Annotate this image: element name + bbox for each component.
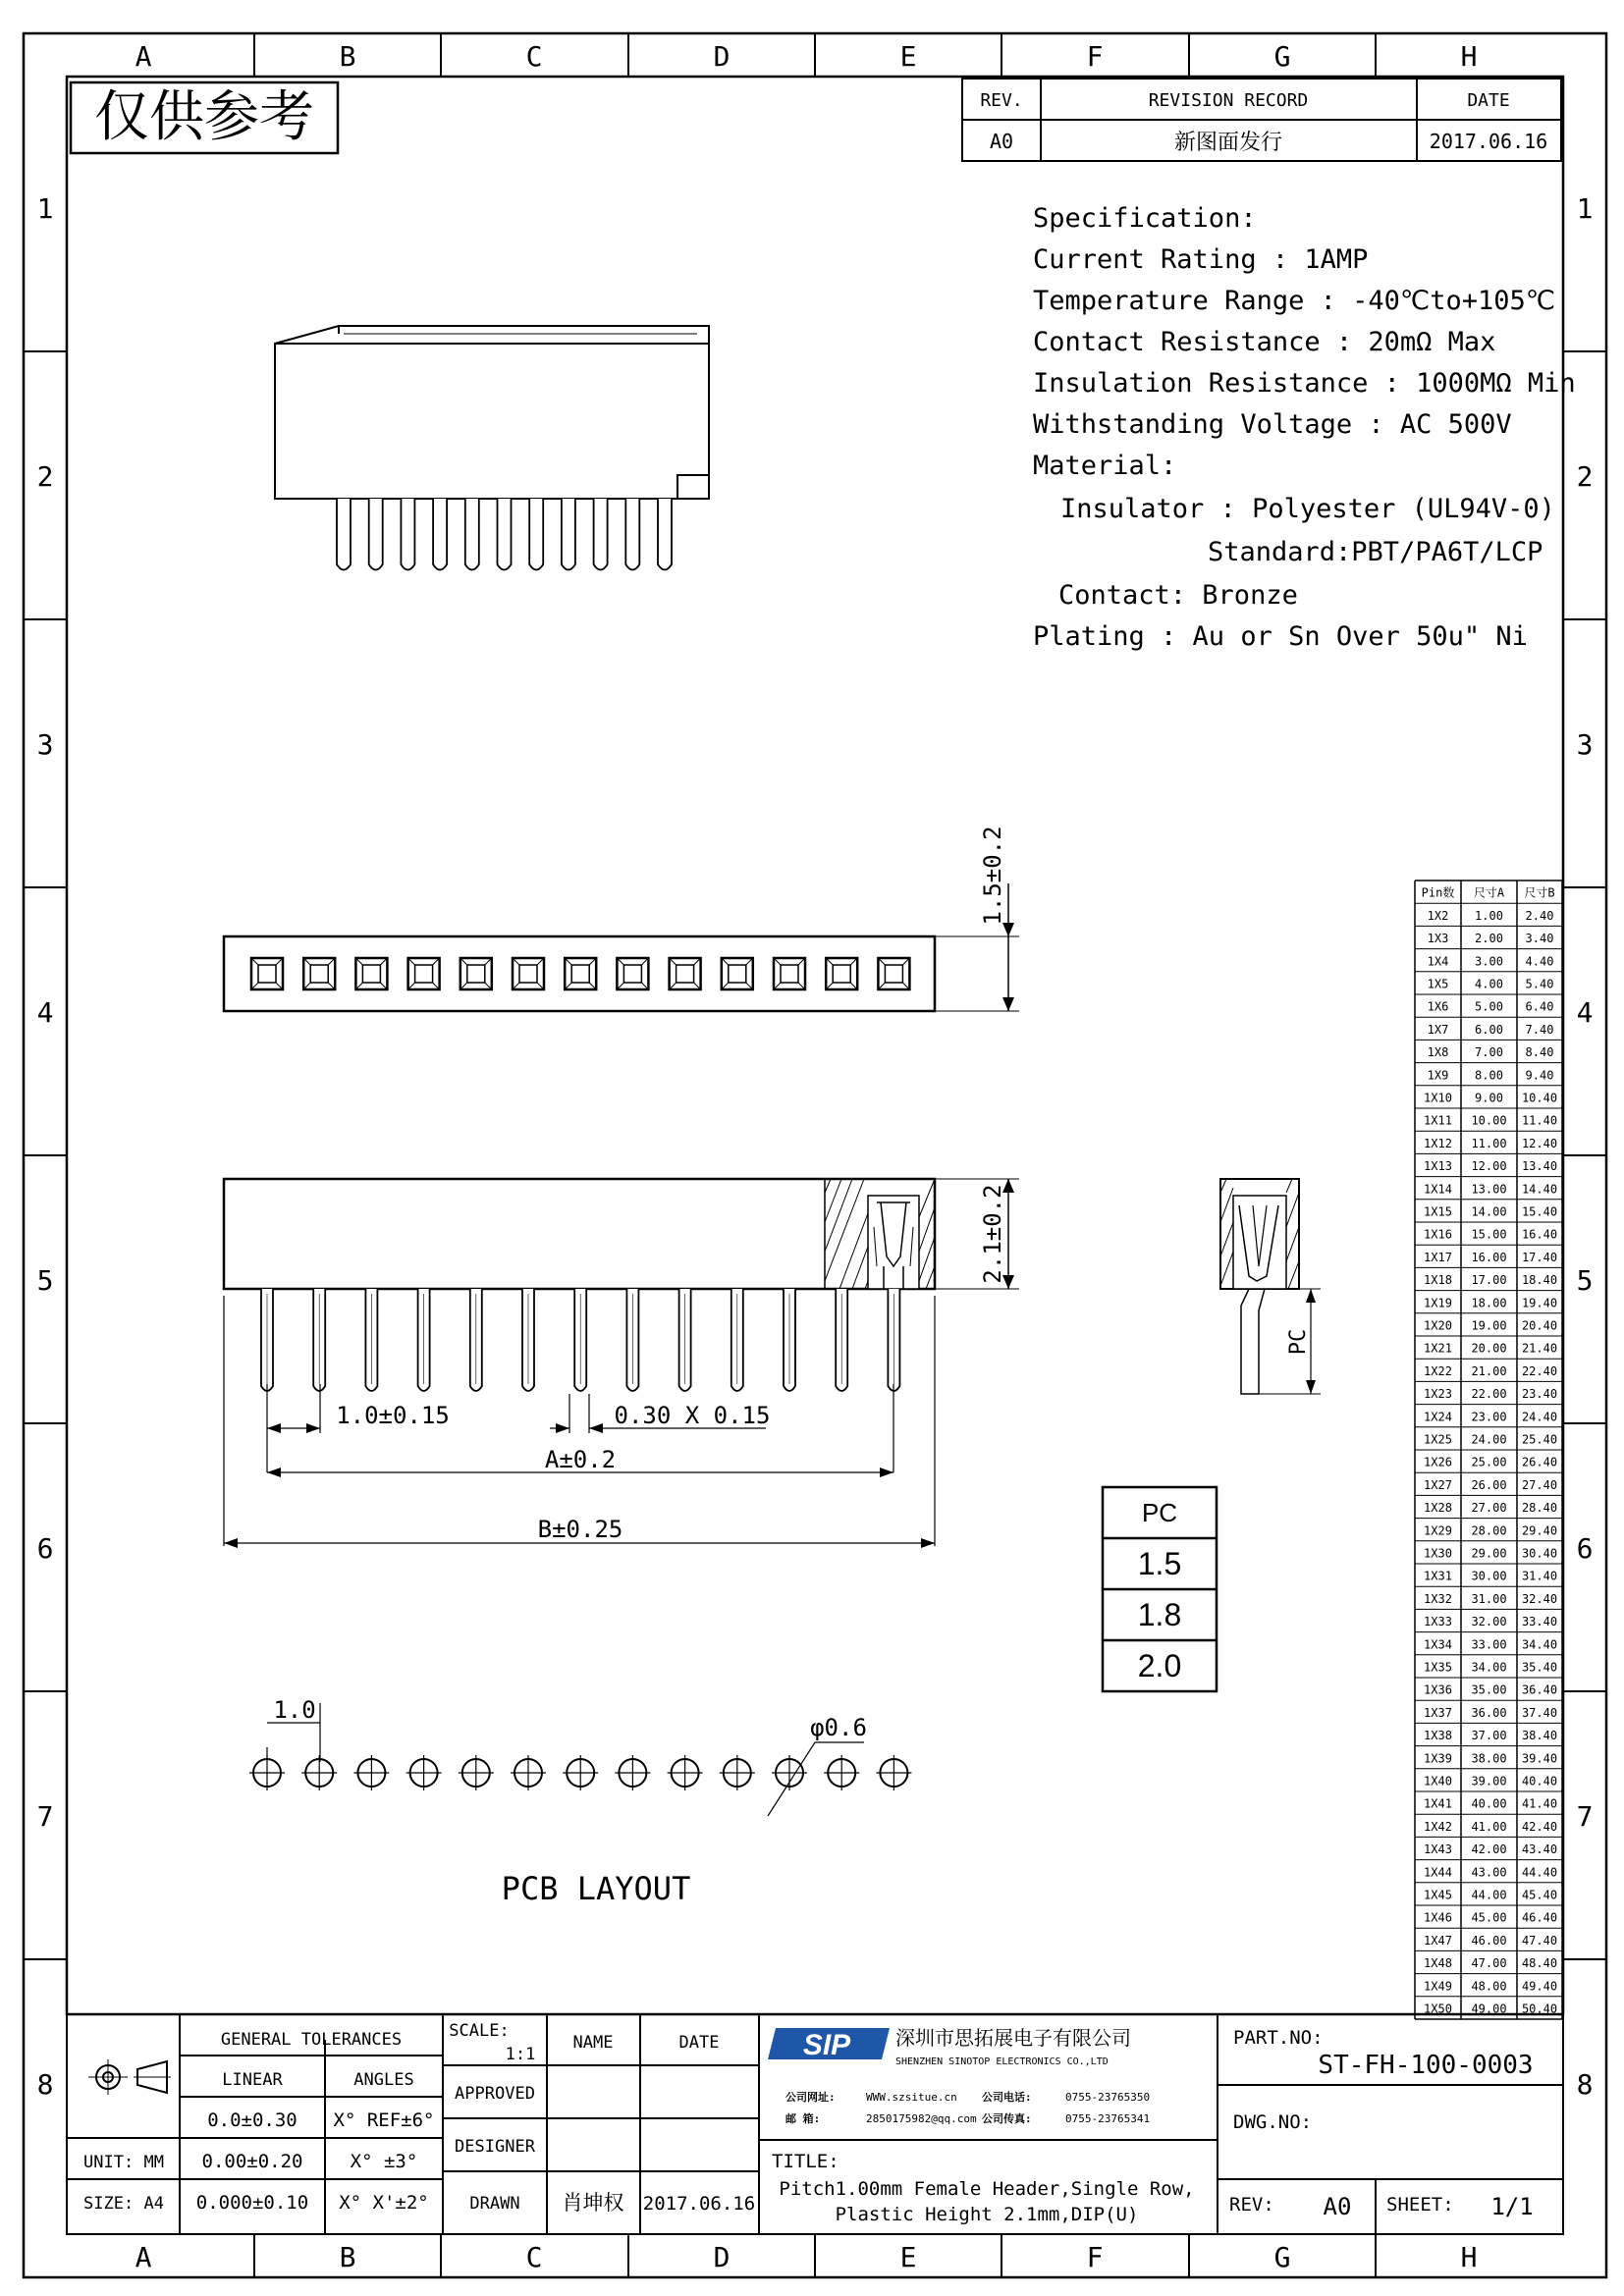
iso-pin [594, 499, 608, 570]
phone-value: 0755-23765350 [1065, 2091, 1151, 2104]
zone-col-d-top: D [713, 40, 731, 73]
size-table-dim-a: 38.00 [1471, 1751, 1507, 1766]
iso-pin [369, 499, 383, 570]
zone-row-6-right: 6 [1576, 1532, 1594, 1565]
size-table-pin-count: 1X44 [1424, 1865, 1452, 1880]
size-table-pin-count: 1X31 [1424, 1569, 1452, 1583]
revision-block [962, 79, 1561, 161]
zone-row-3-left: 3 [36, 728, 54, 761]
part-no-value: ST-FH-100-0003 [1318, 2051, 1534, 2080]
size-table-dim-a: 2.00 [1475, 932, 1503, 946]
size-table-dim-b: 42.40 [1521, 1819, 1558, 1834]
size-table-dim-a: 22.00 [1471, 1387, 1507, 1402]
zone-row-8-left: 8 [36, 2068, 54, 2101]
zone-col-b-top: B [339, 40, 356, 73]
linear-label: LINEAR [222, 2070, 283, 2090]
contact-hole-inner [833, 965, 850, 983]
spec-standard: Standard:PBT/PA6T/LCP [1208, 537, 1543, 567]
tol-linear-1: 0.0±0.30 [207, 2109, 298, 2131]
size-table-pin-count: 1X17 [1424, 1250, 1452, 1264]
zone-col-c-top: C [525, 40, 543, 73]
front-view-height-dim: 2.1±0.2 [979, 1184, 1006, 1284]
size-table-dim-b: 20.40 [1521, 1318, 1558, 1333]
size-table-pin-count: 1X27 [1424, 1477, 1452, 1492]
size-table-pin-count: 1X10 [1424, 1091, 1452, 1105]
contact-hole-inner [571, 965, 589, 983]
size-table-dim-b: 16.40 [1521, 1227, 1558, 1242]
angles-label: ANGLES [353, 2070, 414, 2090]
size-table-dim-b: 14.40 [1521, 1182, 1558, 1197]
zone-row-2-left: 2 [36, 460, 54, 493]
size-table-dim-b: 46.40 [1521, 1910, 1558, 1925]
website-label: 公司网址: [785, 2091, 836, 2104]
iso-pin [433, 499, 447, 570]
size-table-pin-count: 1X14 [1424, 1182, 1452, 1197]
date-header-title: DATE [678, 2033, 720, 2053]
size-table-dim-b: 15.40 [1521, 1204, 1558, 1219]
zone-row-4-right: 4 [1576, 996, 1594, 1029]
contact-hole-inner [781, 965, 798, 983]
size-table-pin-count: 1X21 [1424, 1341, 1452, 1356]
email-value: 2850175982@qq.com [866, 2112, 977, 2125]
pc-value-3: 2.0 [1137, 1648, 1182, 1683]
iso-pin [529, 499, 543, 570]
contact-hole-inner [729, 965, 746, 983]
size-table-dim-a: 19.00 [1471, 1318, 1507, 1333]
zone-col-f-top: F [1086, 40, 1104, 73]
size-table-text [1422, 885, 1557, 2016]
zone-row-7-left: 7 [36, 1800, 54, 1833]
size-table-pin-count: 1X7 [1427, 1022, 1449, 1037]
size-table-pin-count: 1X46 [1424, 1910, 1452, 1925]
size-table-pin-count: 1X22 [1424, 1363, 1452, 1378]
pcb-holes [249, 1755, 911, 1790]
email-label: 邮 箱: [785, 2112, 821, 2125]
spec-plating: Plating : Au or Sn Over 50u" Ni [1033, 621, 1528, 652]
zone-col-h-top: H [1460, 40, 1478, 73]
size-table-pin-count: 1X23 [1424, 1387, 1452, 1402]
size-table-dim-b: 44.40 [1521, 1865, 1558, 1880]
zone-row-5-left: 5 [36, 1264, 54, 1297]
size-table-dim-b: 28.40 [1521, 1501, 1558, 1516]
pc-table [1103, 1487, 1217, 1691]
zone-row-5-right: 5 [1576, 1264, 1594, 1297]
size-table-dim-a: 45.00 [1471, 1910, 1507, 1925]
size-table-pin-count: 1X42 [1424, 1819, 1452, 1834]
size-table-dim-b: 23.40 [1521, 1387, 1558, 1402]
size-table-dim-b: 41.40 [1521, 1796, 1558, 1811]
size-table-dim-b: 17.40 [1521, 1250, 1558, 1264]
zone-row-4-left: 4 [36, 996, 54, 1029]
size-table-dim-a: 13.00 [1471, 1182, 1507, 1197]
size-table-dim-a: 37.00 [1471, 1729, 1507, 1743]
tol-angle-2: X° ±3° [350, 2151, 418, 2172]
size-table-dim-b: 21.40 [1521, 1341, 1558, 1356]
size-table-dim-a: 12.00 [1471, 1159, 1507, 1174]
size-table-pin-count: 1X13 [1424, 1159, 1452, 1174]
iso-pin [337, 499, 351, 570]
contact-hole-inner [258, 965, 276, 983]
name-header: NAME [572, 2033, 614, 2053]
size-table-dim-b: 32.40 [1521, 1591, 1558, 1606]
size-table-header: 尺寸B [1524, 885, 1555, 900]
reference-only-label: 仅供参考 [94, 85, 314, 147]
size-table-pin-count: 1X25 [1424, 1432, 1452, 1447]
drawn-label: DRAWN [469, 2194, 520, 2214]
size-table-dim-a: 47.00 [1471, 1956, 1507, 1971]
contact-hole-inner [885, 965, 902, 983]
size-table-dim-b: 31.40 [1521, 1569, 1558, 1583]
size-table-pin-count: 1X40 [1424, 1774, 1452, 1789]
spec-temperature-range: Temperature Range : -40℃to+105℃ [1033, 286, 1556, 316]
size-table-dim-a: 14.00 [1471, 1204, 1507, 1219]
size-table-pin-count: 1X19 [1424, 1296, 1452, 1310]
size-table-dim-b: 6.40 [1525, 999, 1554, 1014]
dim-a: A±0.2 [544, 1446, 617, 1473]
revision-date-value: 2017.06.16 [1429, 130, 1548, 153]
size-table-dim-a: 41.00 [1471, 1819, 1507, 1834]
size-table-dim-a: 33.00 [1471, 1637, 1507, 1652]
size-table-dim-b: 12.40 [1521, 1136, 1558, 1150]
size-table-dim-a: 21.00 [1471, 1363, 1507, 1378]
size-table-dim-a: 35.00 [1471, 1682, 1507, 1697]
size-label: SIZE: A4 [83, 2194, 164, 2214]
unit-label: UNIT: MM [83, 2153, 164, 2172]
zone-col-e-top: E [899, 40, 917, 73]
size-table-dim-b: 48.40 [1521, 1956, 1558, 1971]
size-table-pin-count: 1X34 [1424, 1637, 1452, 1652]
size-table-pin-count: 1X18 [1424, 1273, 1452, 1288]
size-table-dim-b: 26.40 [1521, 1455, 1558, 1469]
spec-contact: Contact: Bronze [1058, 580, 1298, 611]
size-table-dim-a: 40.00 [1471, 1796, 1507, 1811]
hole-diameter-dim: φ0.6 [810, 1714, 867, 1741]
top-view-width-dim: 1.5±0.2 [979, 826, 1006, 926]
general-tolerances-label: GENERAL TOLERANCES [220, 2030, 403, 2050]
zone-col-g-bottom: G [1273, 2241, 1291, 2273]
size-table-dim-a: 16.00 [1471, 1250, 1507, 1264]
spec-withstanding-voltage: Withstanding Voltage : AC 500V [1033, 409, 1512, 440]
size-table-dim-a: 44.00 [1471, 1888, 1507, 1902]
zone-row-6-left: 6 [36, 1532, 54, 1565]
size-table-dim-a: 36.00 [1471, 1705, 1507, 1720]
phone-label: 公司电话: [982, 2091, 1032, 2104]
size-table-dim-b: 18.40 [1521, 1273, 1558, 1288]
size-table-dim-a: 9.00 [1475, 1091, 1503, 1105]
top-view-contact-holes [251, 958, 909, 989]
isometric-view [275, 326, 709, 570]
zone-col-h-bottom: H [1460, 2241, 1478, 2273]
size-table-dim-b: 4.40 [1525, 954, 1554, 969]
side-view [1220, 1179, 1321, 1394]
sheet-value: 1/1 [1490, 2193, 1534, 2220]
size-table-pin-count: 1X30 [1424, 1546, 1452, 1561]
size-table-dim-a: 42.00 [1471, 1842, 1507, 1857]
spec-current-rating: Current Rating : 1AMP [1033, 244, 1369, 275]
size-table-dim-a: 3.00 [1475, 954, 1503, 969]
size-table [1415, 881, 1562, 2019]
size-table-pin-count: 1X6 [1427, 999, 1449, 1014]
contact-hole-inner [623, 965, 641, 983]
size-table-dim-b: 25.40 [1521, 1432, 1558, 1447]
front-view [224, 1179, 1019, 1548]
size-table-dim-a: 10.00 [1471, 1113, 1507, 1128]
zone-col-a-top: A [135, 40, 152, 73]
size-table-pin-count: 1X11 [1424, 1113, 1452, 1128]
size-table-dim-b: 29.40 [1521, 1523, 1558, 1538]
size-table-pin-count: 1X4 [1427, 954, 1449, 969]
size-table-pin-count: 1X41 [1424, 1796, 1452, 1811]
size-table-pin-count: 1X48 [1424, 1956, 1452, 1971]
size-table-dim-a: 39.00 [1471, 1774, 1507, 1789]
size-table-pin-count: 1X47 [1424, 1933, 1452, 1948]
size-table-pin-count: 1X2 [1427, 908, 1449, 923]
size-table-dim-b: 11.40 [1521, 1113, 1558, 1128]
size-table-pin-count: 1X20 [1424, 1318, 1452, 1333]
size-table-dim-a: 11.00 [1471, 1136, 1507, 1150]
size-table-pin-count: 1X5 [1427, 977, 1449, 991]
size-table-pin-count: 1X49 [1424, 1979, 1452, 1994]
size-table-pin-count: 1X28 [1424, 1501, 1452, 1516]
zone-col-e-bottom: E [899, 2241, 917, 2273]
size-table-dim-b: 40.40 [1521, 1774, 1558, 1789]
size-table-dim-a: 5.00 [1475, 999, 1503, 1014]
size-table-dim-b: 5.40 [1525, 977, 1554, 991]
revision-record-header: REVISION RECORD [1148, 90, 1309, 111]
logo-text: SIP [802, 2029, 851, 2061]
iso-pin [401, 499, 414, 570]
pcb-pitch-dim: 1.0 [273, 1696, 316, 1724]
size-table-pin-count: 1X8 [1427, 1045, 1449, 1060]
size-table-pin-count: 1X35 [1424, 1660, 1452, 1675]
zone-row-8-right: 8 [1576, 2068, 1594, 2101]
tol-linear-2: 0.00±0.20 [201, 2151, 303, 2172]
side-view-pc-dim: PC [1286, 1328, 1311, 1356]
size-table-pin-count: 1X24 [1424, 1410, 1452, 1424]
zone-row-2-right: 2 [1576, 460, 1594, 493]
size-table-dim-a: 26.00 [1471, 1477, 1507, 1492]
size-table-dim-a: 8.00 [1475, 1068, 1503, 1083]
contact-hole-inner [415, 965, 433, 983]
size-table-dim-a: 1.00 [1475, 908, 1503, 923]
pin-size-dim: 0.30 X 0.15 [614, 1402, 771, 1429]
size-table-dim-b: 8.40 [1525, 1045, 1554, 1060]
title-block [67, 2014, 1563, 2234]
date-header: DATE [1467, 90, 1510, 111]
size-table-dim-b: 37.40 [1521, 1705, 1558, 1720]
part-no-label: PART.NO: [1233, 2027, 1324, 2049]
designer-label: DESIGNER [455, 2137, 535, 2157]
size-table-dim-b: 10.40 [1521, 1091, 1558, 1105]
size-table-dim-a: 30.00 [1471, 1569, 1507, 1583]
approved-label: APPROVED [455, 2084, 535, 2104]
title-label: TITLE: [772, 2151, 839, 2172]
pitch-dim: 1.0±0.15 [336, 1402, 450, 1429]
size-table-dim-b: 19.40 [1521, 1296, 1558, 1310]
size-table-dim-a: 25.00 [1471, 1455, 1507, 1469]
revision-record-value: 新图面发行 [1173, 130, 1283, 154]
size-table-pin-count: 1X26 [1424, 1455, 1452, 1469]
contact-hole-inner [310, 965, 328, 983]
zone-col-b-bottom: B [339, 2241, 356, 2273]
size-table-dim-b: 39.40 [1521, 1751, 1558, 1766]
zone-col-d-bottom: D [713, 2241, 731, 2273]
company-name-en: SHENZHEN SINOTOP ELECTRONICS CO.,LTD [895, 2056, 1109, 2067]
spec-insulation-resistance: Insulation Resistance : 1000MΩ Min [1033, 368, 1576, 399]
iso-pin [625, 499, 639, 570]
size-table-dim-a: 28.00 [1471, 1523, 1507, 1538]
zone-col-f-bottom: F [1086, 2241, 1104, 2273]
size-table-dim-b: 45.40 [1521, 1888, 1558, 1902]
contact-hole-inner [467, 965, 485, 983]
size-table-dim-a: 15.00 [1471, 1227, 1507, 1242]
title-line-2: Plastic Height 2.1mm,DIP(U) [835, 2204, 1139, 2225]
size-table-pin-count: 1X45 [1424, 1888, 1452, 1902]
size-table-dim-a: 27.00 [1471, 1501, 1507, 1516]
zone-col-c-bottom: C [525, 2241, 543, 2273]
size-table-pin-count: 1X36 [1424, 1682, 1452, 1697]
size-table-dim-b: 24.40 [1521, 1410, 1558, 1424]
front-view-pins [261, 1289, 899, 1391]
pcb-layout-title: PCB LAYOUT [501, 1870, 691, 1907]
zone-col-g-top: G [1273, 40, 1291, 73]
size-table-dim-b: 13.40 [1521, 1159, 1558, 1174]
size-table-dim-a: 24.00 [1471, 1432, 1507, 1447]
size-table-pin-count: 1X50 [1424, 2002, 1452, 2016]
size-table-pin-count: 1X9 [1427, 1068, 1449, 1083]
size-table-pin-count: 1X32 [1424, 1591, 1452, 1606]
size-table-pin-count: 1X33 [1424, 1615, 1452, 1629]
size-table-header: 尺寸A [1473, 885, 1505, 900]
size-table-dim-a: 23.00 [1471, 1410, 1507, 1424]
tol-linear-3: 0.000±0.10 [195, 2192, 309, 2214]
fax-label: 公司传真: [982, 2112, 1032, 2125]
pc-value-2: 1.8 [1137, 1597, 1182, 1632]
rev-header: REV. [980, 90, 1023, 111]
tol-angle-1: X° REF±6° [333, 2109, 435, 2131]
zone-row-1-left: 1 [36, 192, 54, 225]
contact-hole-inner [519, 965, 537, 983]
size-table-pin-count: 1X3 [1427, 932, 1449, 946]
zone-row-3-right: 3 [1576, 728, 1594, 761]
size-table-pin-count: 1X38 [1424, 1729, 1452, 1743]
spec-contact-resistance: Contact Resistance : 20mΩ Max [1033, 327, 1496, 357]
size-table-dim-b: 36.40 [1521, 1682, 1558, 1697]
iso-pin [465, 499, 479, 570]
size-table-dim-a: 49.00 [1471, 2002, 1507, 2016]
pc-table-header: PC [1141, 1498, 1178, 1527]
spec-material: Material: [1033, 451, 1177, 481]
size-table-dim-b: 34.40 [1521, 1637, 1558, 1652]
size-table-dim-b: 7.40 [1525, 1022, 1554, 1037]
contact-hole-inner [362, 965, 380, 983]
size-table-dim-b: 27.40 [1521, 1477, 1558, 1492]
size-table-dim-a: 18.00 [1471, 1296, 1507, 1310]
size-table-dim-b: 9.40 [1525, 1068, 1554, 1083]
size-table-dim-a: 31.00 [1471, 1591, 1507, 1606]
dim-b: B±0.25 [537, 1516, 623, 1543]
rev-label-title: REV: [1229, 2194, 1274, 2216]
iso-pin [562, 499, 575, 570]
size-table-dim-a: 48.00 [1471, 1979, 1507, 1994]
zone-row-7-right: 7 [1576, 1800, 1594, 1833]
reference-only-stamp [71, 82, 338, 153]
size-table-pin-count: 1X29 [1424, 1523, 1452, 1538]
fax-value: 0755-23765341 [1065, 2112, 1151, 2125]
size-table-header: Pin数 [1421, 885, 1455, 900]
size-table-dim-b: 50.40 [1521, 2002, 1558, 2016]
contact-hole-inner [677, 965, 694, 983]
pcb-layout [249, 1696, 911, 1907]
zone-row-1-right: 1 [1576, 192, 1594, 225]
sheet-label: SHEET: [1386, 2194, 1454, 2216]
size-table-dim-a: 46.00 [1471, 1933, 1507, 1948]
size-table-dim-a: 17.00 [1471, 1273, 1507, 1288]
spec-title: Specification: [1033, 203, 1257, 234]
scale-label: SCALE: [449, 2021, 510, 2041]
scale-value: 1:1 [505, 2045, 536, 2064]
size-table-pin-count: 1X15 [1424, 1204, 1452, 1219]
size-table-dim-b: 30.40 [1521, 1546, 1558, 1561]
size-table-dim-b: 35.40 [1521, 1660, 1558, 1675]
pc-value-1: 1.5 [1137, 1546, 1182, 1581]
spec-insulator: Insulator : Polyester (UL94V-0) [1060, 494, 1555, 524]
company-logo [768, 2028, 890, 2061]
size-table-pin-count: 1X16 [1424, 1227, 1452, 1242]
title-line-1: Pitch1.00mm Female Header,Single Row, [779, 2178, 1195, 2200]
size-table-dim-a: 34.00 [1471, 1660, 1507, 1675]
size-table-dim-b: 49.40 [1521, 1979, 1558, 1994]
size-table-dim-a: 29.00 [1471, 1546, 1507, 1561]
size-table-pin-count: 1X39 [1424, 1751, 1452, 1766]
rev-value-title: A0 [1323, 2193, 1352, 2220]
tol-angle-3: X° X'±2° [339, 2192, 429, 2214]
size-table-dim-a: 43.00 [1471, 1865, 1507, 1880]
size-table-dim-b: 3.40 [1525, 932, 1554, 946]
dwg-no-label: DWG.NO: [1233, 2111, 1313, 2133]
size-table-dim-a: 32.00 [1471, 1615, 1507, 1629]
rev-value: A0 [989, 130, 1014, 153]
size-table-dim-b: 22.40 [1521, 1363, 1558, 1378]
size-table-dim-a: 7.00 [1475, 1045, 1503, 1060]
size-table-dim-b: 33.40 [1521, 1615, 1558, 1629]
specification-block [1033, 203, 1576, 652]
zone-col-a-bottom: A [135, 2241, 152, 2273]
company-name-cn: 深圳市思拓展电子有限公司 [895, 2028, 1131, 2050]
size-table-dim-b: 2.40 [1525, 908, 1554, 923]
projection-symbol [88, 2059, 171, 2095]
size-table-dim-b: 47.40 [1521, 1933, 1558, 1948]
top-view [224, 826, 1019, 1011]
size-table-pin-count: 1X12 [1424, 1136, 1452, 1150]
size-table-dim-b: 43.40 [1521, 1842, 1558, 1857]
size-table-dim-b: 38.40 [1521, 1729, 1558, 1743]
iso-pin [658, 499, 672, 570]
size-table-pin-count: 1X37 [1424, 1705, 1452, 1720]
drawn-date: 2017.06.16 [642, 2193, 756, 2215]
iso-pin [498, 499, 512, 570]
size-table-dim-a: 4.00 [1475, 977, 1503, 991]
size-table-dim-a: 20.00 [1471, 1341, 1507, 1356]
size-table-pin-count: 1X43 [1424, 1842, 1452, 1857]
size-table-dim-a: 6.00 [1475, 1022, 1503, 1037]
drawn-name: 肖坤权 [562, 2192, 624, 2215]
website-value: WWW.szsitue.cn [866, 2091, 957, 2104]
isometric-pins [337, 499, 672, 570]
